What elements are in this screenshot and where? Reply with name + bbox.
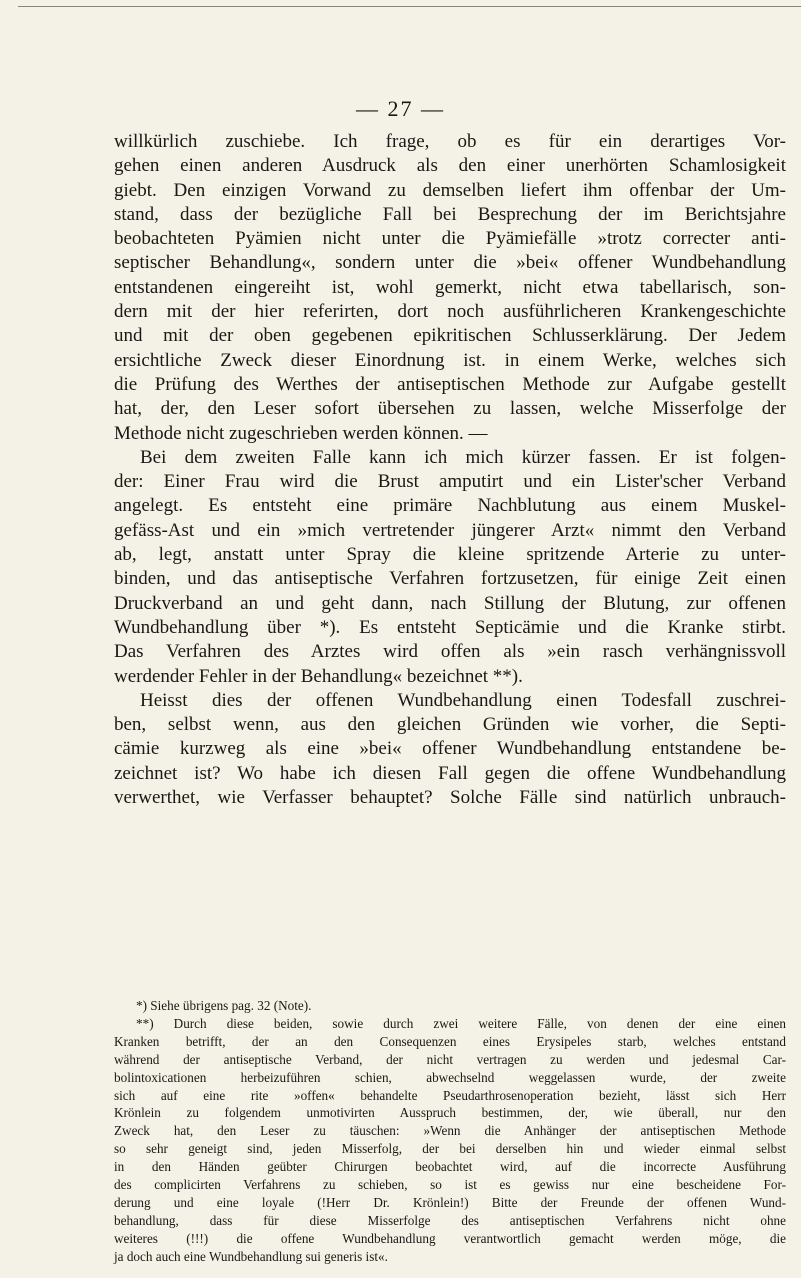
- footnote-line: so sehr geneigt sind, jeden Misserfolg, der bei derselben hin und wieder einmal selbst: [114, 1141, 786, 1157]
- body-line: die Prüfung des Werthes der antiseptischen Methode zur Aufgabe gestellt: [114, 373, 786, 395]
- body-line: willkürlich zuschiebe. Ich frage, ob es für ein derartiges Vor-: [114, 131, 786, 152]
- body-line: hat, der, den Leser sofort übersehen zu lassen, welche Misserfolge der: [114, 398, 786, 420]
- footnote-line: *) Siehe übrigens pag. 32 (Note).: [136, 998, 312, 1013]
- body-line: ab, legt, anstatt unter Spray die kleine spritzende Arterie zu unter-: [114, 544, 786, 566]
- body-line: beobachteten Pyämien nicht unter die Pyämiefälle »trotz correcter anti-: [114, 228, 786, 250]
- page-edge-rule: [18, 6, 801, 7]
- body-line: entstandenen eingereiht ist, wohl gemerkt, nicht etwa tabellarisch, son-: [114, 276, 786, 298]
- body-line: Heisst dies der offenen Wundbehandlung einen Todesfall zuschrei-: [140, 689, 786, 711]
- body-line: der: Einer Frau wird die Brust amputirt und ein Lister'scher Verband: [114, 471, 786, 493]
- footnote-line: in den Händen geübter Chirurgen beobachtet wird, auf die incorrecte Ausführung: [114, 1159, 786, 1175]
- body-line: und mit der oben gegebenen epikritischen Schlusserklärung. Der Jedem: [114, 325, 786, 347]
- body-line: gefäss-Ast und ein »mich vertretender jüngerer Arzt« nimmt den Verband: [114, 519, 786, 541]
- footnotes: [114, 997, 786, 1266]
- footnote-line: ja doch auch eine Wundbehandlung sui generis ist«.: [114, 1248, 388, 1264]
- body-line: verwerthet, wie Verfasser behauptet? Solche Fälle sind natürlich unbrauch-: [114, 787, 786, 809]
- footnote-line: des complicirten Verfahrens zu schieben, so ist es gewiss nur eine bescheidene For-: [114, 1177, 786, 1193]
- footnote-line: während der antiseptische Verband, der nicht vertragen zu werden und jedesmal Car-: [114, 1051, 786, 1067]
- body-line: zeichnet ist? Wo habe ich diesen Fall gegen die offene Wundbehandlung: [114, 762, 786, 784]
- body-line: Das Verfahren des Arztes wird offen als »ein rasch verhängnissvoll: [114, 641, 786, 663]
- footnote-line: behandlung, dass für diese Misserfolge des antiseptischen Verfahrens nicht ohne: [114, 1212, 786, 1228]
- body-line: giebt. Den einzigen Vorwand zu demselben liefert ihm offenbar der Um-: [114, 179, 786, 201]
- footnote-line: sich auf eine rite »offen« behandelte Pseudarthrosenoperation bezieht, lässt sich Herr: [114, 1087, 786, 1103]
- page-number: — 27 —: [356, 96, 445, 121]
- footnote-line: Zweck hat, den Leser zu täuschen: »Wenn die Anhänger der antiseptischen Methode: [114, 1123, 786, 1139]
- footnote-line: Krönlein zu folgendem unmotivirten Ausspruch bestimmen, der, wie überall, nur den: [114, 1105, 786, 1121]
- body-line: septischer Behandlung«, sondern unter die »bei« offener Wundbehandlung: [114, 252, 786, 274]
- footnote-line: **) Durch diese beiden, sowie durch zwei weitere Fälle, von denen der eine einen: [136, 1015, 786, 1031]
- body-line: dern mit der hier referirten, dort noch ausführlicheren Krankengeschichte: [114, 301, 786, 323]
- body-line: Wundbehandlung über *). Es entsteht Septicämie und die Kranke stirbt.: [114, 616, 786, 638]
- body-line: Methode nicht zugeschrieben werden können. —: [114, 422, 488, 444]
- body-line: cämie kurzweg als eine »bei« offener Wundbehandlung entstandene be-: [114, 738, 786, 760]
- footnote-line: bolintoxicationen herbeizuführen schien, abwechselnd weggelassen wurde, der zweite: [114, 1069, 786, 1085]
- body-line: binden, und das antiseptische Verfahren fortzusetzen, für einige Zeit einen: [114, 568, 786, 590]
- body-line: angelegt. Es entsteht eine primäre Nachblutung aus einem Muskel-: [114, 495, 786, 517]
- footnote-line: derung und eine loyale (!Herr Dr. Krönlein!) Bitte der Freunde der offenen Wund-: [114, 1194, 786, 1210]
- body-line: werdender Fehler in der Behandlung« bezeichnet **).: [114, 665, 523, 687]
- body-line: Druckverband an und geht dann, nach Stillung der Blutung, zur offenen: [114, 592, 786, 614]
- footnote-line: weiteres (!!!) die offene Wundbehandlung verantwortlich gemacht werden möge, die: [114, 1230, 786, 1246]
- body-line: Bei dem zweiten Falle kann ich mich kürzer fassen. Er ist folgen-: [140, 446, 786, 468]
- body-line: gehen einen anderen Ausdruck als den einer unerhörten Schamlosigkeit: [114, 155, 786, 177]
- body-line: ben, selbst wenn, aus den gleichen Gründen wie vorher, die Septi-: [114, 714, 786, 736]
- body-text: [114, 130, 786, 810]
- body-line: ersichtliche Zweck dieser Einordnung ist. in einem Werke, welches sich: [114, 349, 786, 371]
- body-line: stand, dass der bezügliche Fall bei Besprechung der im Berichtsjahre: [114, 203, 786, 225]
- footnote-line: Kranken betrifft, der an den Consequenzen eines Erysipeles starb, welches entstand: [114, 1033, 786, 1049]
